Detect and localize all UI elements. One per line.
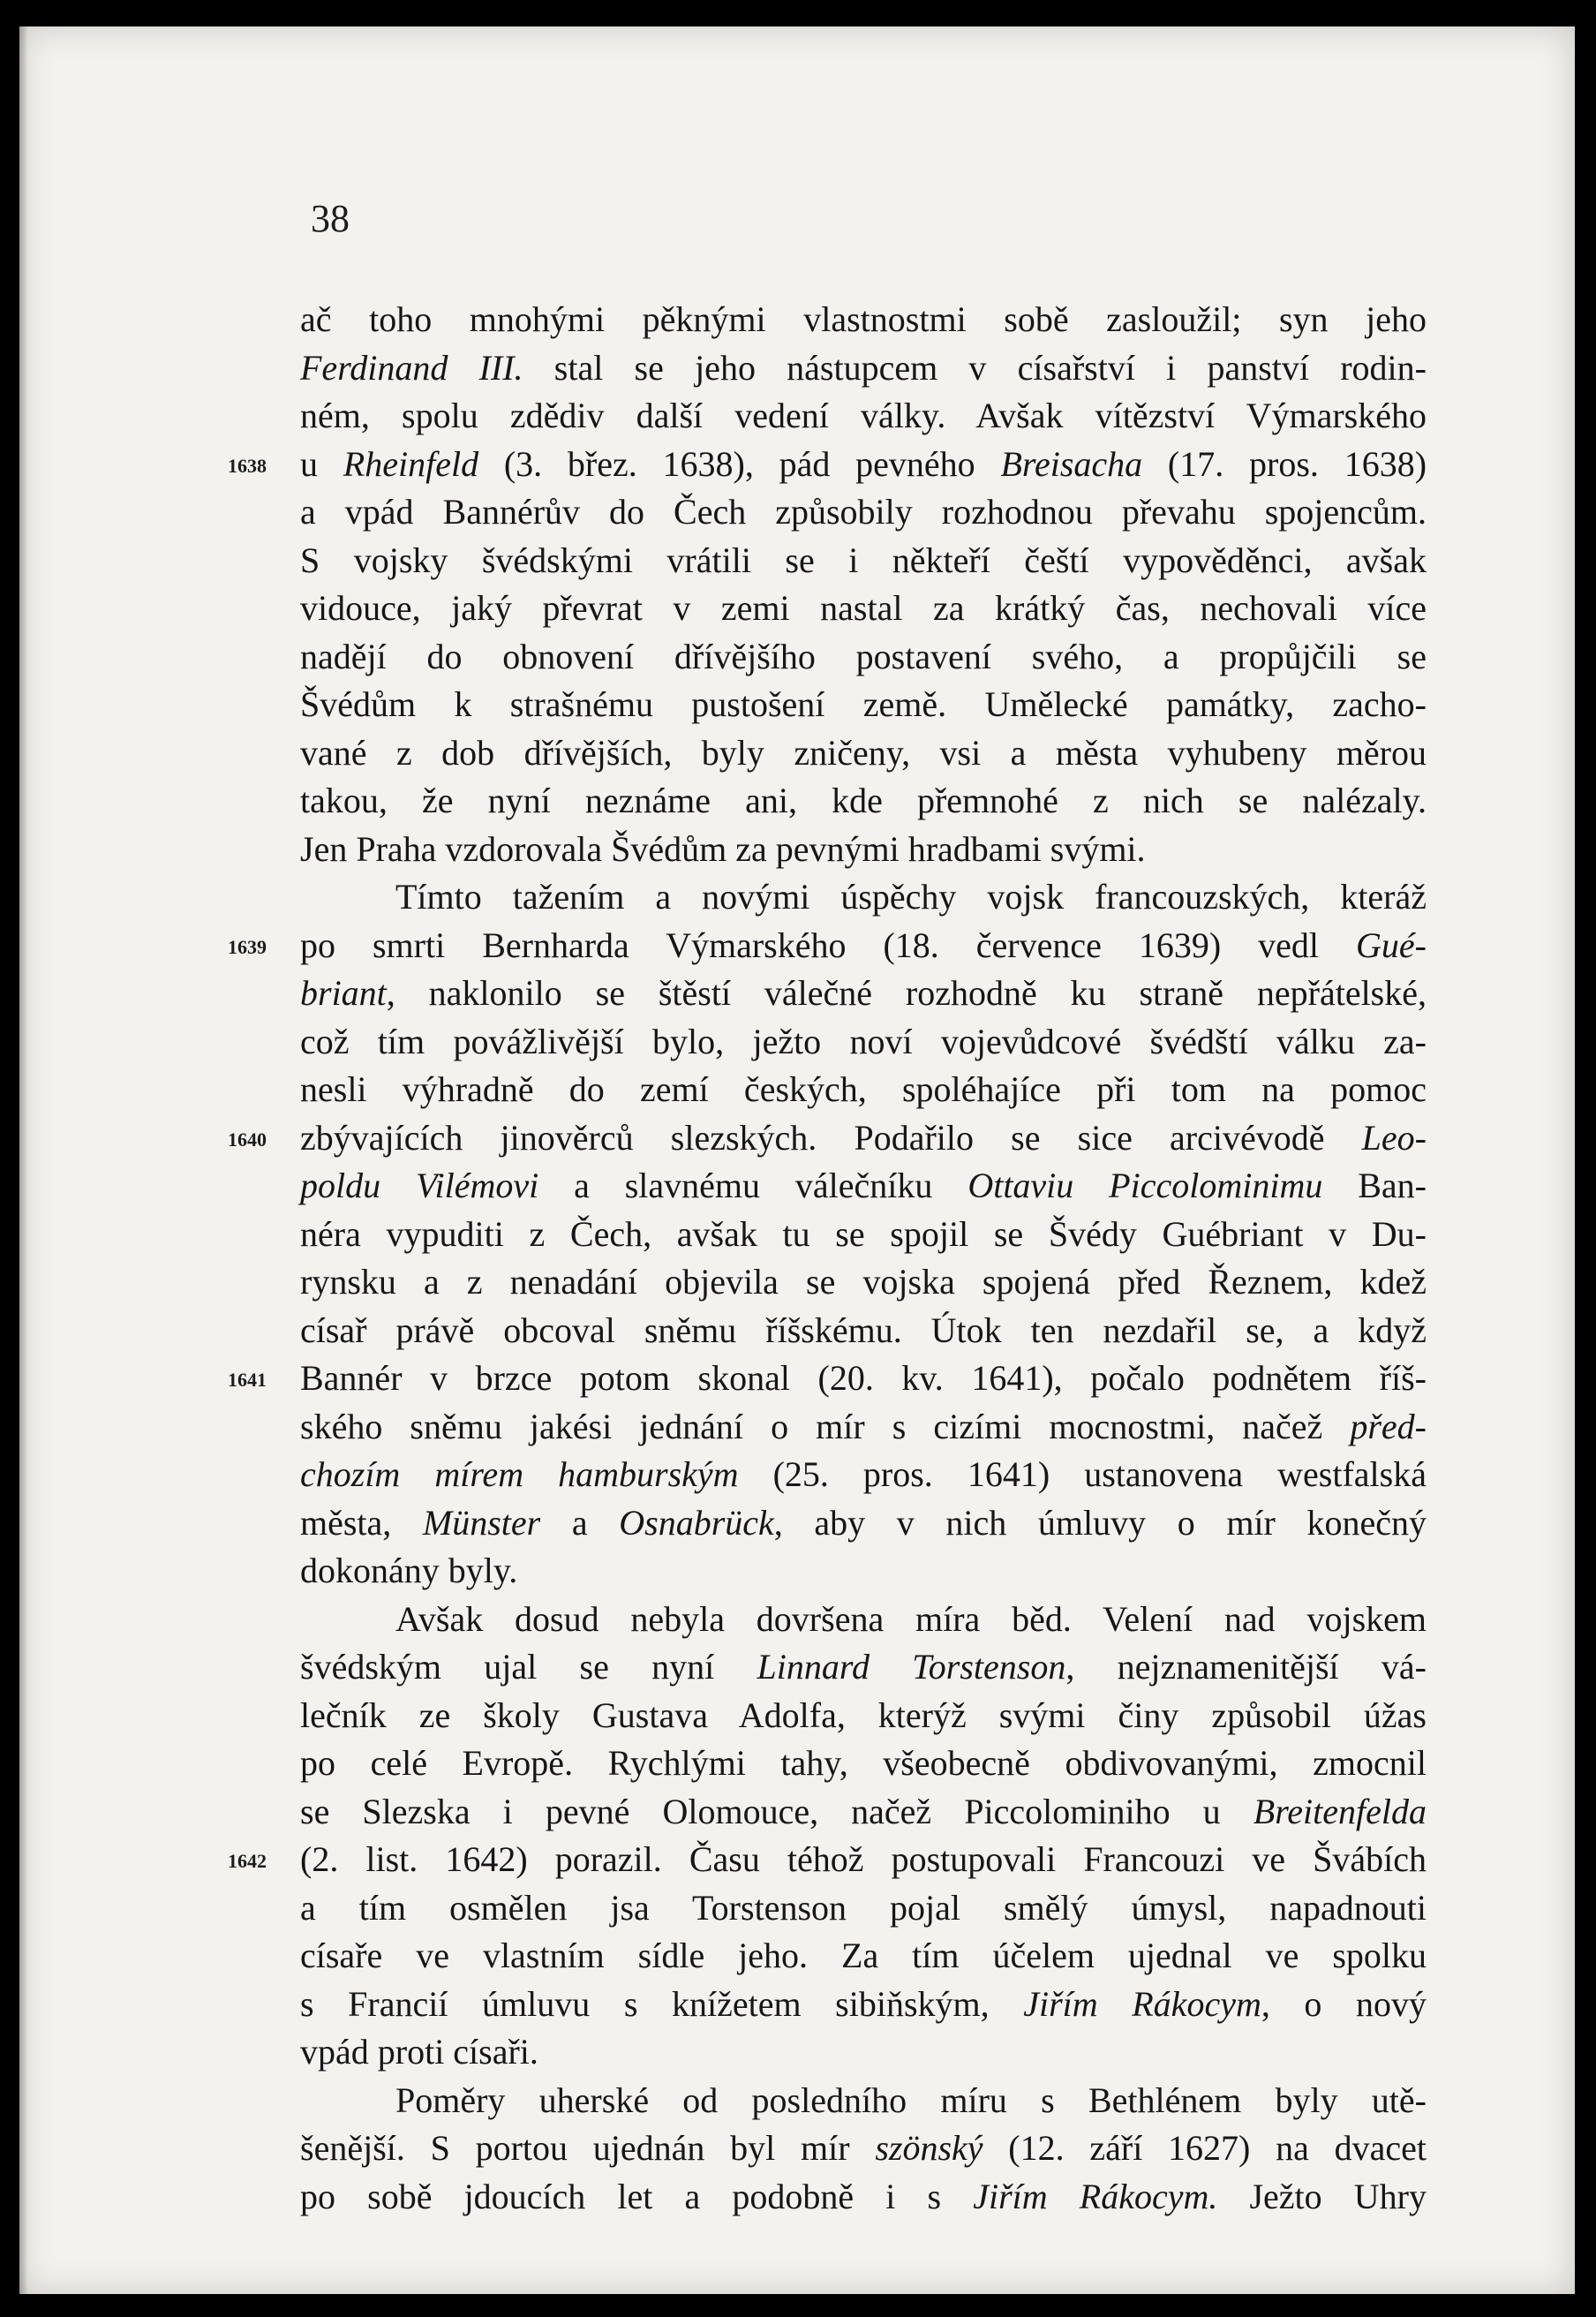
text-segment: Ban-: [1322, 1166, 1427, 1205]
text-line: [300, 2125, 1427, 2173]
text-line: [300, 1596, 1427, 1644]
text-segment: stal se jeho nástupcem v císařství i panství rodin-: [523, 347, 1427, 388]
text-line: [300, 1499, 1427, 1548]
italic-name: Osnabrück: [619, 1502, 774, 1543]
margin-year: 1642: [228, 1850, 267, 1872]
text-line: [300, 1066, 1427, 1114]
text-segment: zbývajících jinověrců slezských. Podařilo se sice arcivévodě: [300, 1117, 1362, 1158]
margin-year: 1638: [228, 454, 267, 477]
text-segment: a slavnému válečníku: [538, 1166, 968, 1205]
text-line: [300, 1692, 1427, 1740]
text-line: [300, 826, 1427, 874]
text-segment: města,: [300, 1502, 423, 1543]
italic-name: Breisacha: [1000, 443, 1143, 484]
text-segment: což tím povážlivější bylo, ježto noví vojevůdcové švédští válku za-: [300, 1021, 1427, 1061]
text-segment: nesli výhradně do zemí českých, spoléhajíce při tom na pomoc: [300, 1069, 1427, 1109]
text-line: [300, 1932, 1427, 1981]
text-line: [300, 1884, 1427, 1933]
text-line: [300, 1211, 1427, 1259]
text-line: [300, 1740, 1427, 1788]
text-segment: se Slezska i pevné Olomouce, načež Piccolominiho u: [300, 1791, 1253, 1831]
page-number: 38: [311, 197, 350, 240]
text-segment: Jen Praha vzdorovala Švédům za pevnými hradbami svými.: [300, 828, 1146, 869]
text-segment: (12. září 1627) na dvacet: [982, 2128, 1427, 2168]
italic-name: Jiřím Rákocym: [1023, 1983, 1261, 2024]
text-line: [300, 1162, 1427, 1211]
text-segment: ského sněmu jakési jednání o mír s cizími mocnostmi, načež: [300, 1406, 1351, 1446]
text-line: [300, 1981, 1427, 2029]
italic-name: Münster: [422, 1502, 541, 1543]
text-line: [228, 1836, 1427, 1884]
text-line: [300, 633, 1427, 682]
italic-name: Gué-: [1356, 925, 1427, 965]
text-segment: císaře ve vlastním sídle jeho. Za tím účelem ujednal ve spolku: [300, 1936, 1427, 1975]
text-line: [300, 1258, 1427, 1307]
margin-year: 1640: [228, 1128, 267, 1151]
text-segment: , aby v nich úmluvy o mír konečný: [773, 1502, 1427, 1543]
text-line: [300, 970, 1427, 1018]
italic-name: Ferdinand III.: [300, 347, 523, 388]
margin-year: 1641: [228, 1369, 267, 1391]
italic-name: Breitenfelda: [1253, 1791, 1427, 1831]
italic-name: chozím mírem hamburským: [300, 1454, 739, 1494]
text-segment: dokonány byly.: [300, 1551, 518, 1590]
text-line: [228, 1355, 1427, 1403]
italic-name: briant: [300, 973, 387, 1013]
text-segment: nadějí do obnovení dřívějšího postavení svého, a propůjčili se: [300, 636, 1427, 676]
text-segment: , naklonilo se štěstí válečné rozhodně ku straně nepřátelské,: [386, 973, 1427, 1013]
text-segment: po smrti Bernharda Výmarského (18. července 1639) vedl: [300, 925, 1357, 965]
text-line: [300, 2028, 1427, 2077]
italic-name: poldu Vilémovi: [300, 1166, 539, 1205]
text-segment: , o nový: [1261, 1983, 1427, 2024]
italic-name: Jiřím Rákocym.: [973, 2176, 1218, 2216]
text-segment: po celé Evropě. Rychlými tahy, všeobecně obdivovanými, zmocnil: [300, 1743, 1427, 1783]
text-segment: u: [300, 443, 343, 484]
text-line: [300, 1788, 1427, 1837]
text-line: [300, 1018, 1427, 1067]
text-segment: takou, že nyní neznáme ani, kde přemnohé z nich se nalézaly.: [300, 781, 1427, 820]
text-segment: , nejznamenitější vá-: [1065, 1647, 1427, 1687]
text-segment: po sobě jdoucích let a podobně i s: [300, 2176, 974, 2216]
book-page: [19, 26, 1575, 2294]
text-segment: S vojsky švédskými vrátili se i někteří čeští vypověděnci, avšak: [300, 540, 1427, 580]
text-segment: švédským ujal se nyní: [300, 1647, 757, 1687]
text-line: [300, 2173, 1427, 2222]
italic-name: Rheinfeld: [343, 443, 479, 484]
text-segment: ač toho mnohými pěknými vlastnostmi sobě zasloužil; syn jeho: [300, 299, 1427, 339]
text-segment: lečník ze školy Gustava Adolfa, kterýž svými činy způsobil úžas: [300, 1694, 1427, 1735]
text-segment: vidouce, jaký převrat v zemi nastal za krátký čas, nechovali více: [300, 588, 1427, 628]
text-segment: (25. pros. 1641) ustanovena westfalská: [738, 1454, 1427, 1494]
text-line: [300, 873, 1427, 922]
text-segment: a tím osmělen jsa Torstenson pojal smělý úmysl, napadnouti: [300, 1887, 1427, 1928]
text-segment: a vpád Bannérův do Čech způsobily rozhodnou převahu spojencům.: [300, 492, 1427, 532]
text-line: [300, 537, 1427, 585]
text-segment: Švédům k strašnému pustošení země. Umělecké památky, zacho-: [300, 684, 1427, 724]
text-segment: Poměry uherské od posledního míru s Bethlénem byly utě-: [395, 2079, 1427, 2120]
text-segment: císař právě obcoval sněmu říšskému. Útok ten nezdařil se, a když: [300, 1309, 1427, 1350]
text-segment: rynsku a z nenadání objevila se vojska spojená před Řeznem, kdež: [300, 1262, 1427, 1302]
text-segment: Avšak dosud nebyla dovršena míra běd. Velení nad vojskem: [395, 1598, 1427, 1639]
italic-name: Linnard Torstenson: [757, 1647, 1066, 1687]
text-line: [300, 488, 1427, 537]
text-line: [300, 392, 1427, 441]
text-segment: a: [540, 1502, 620, 1543]
italic-name: Ottaviu Piccolominimu: [967, 1166, 1323, 1205]
text-line: [300, 1451, 1427, 1499]
text-line: [300, 1643, 1427, 1692]
text-segment: (17. pros. 1638): [1142, 443, 1427, 484]
text-segment: (2. list. 1642) porazil. Času téhož postupovali Francouzi ve Švábích: [300, 1839, 1427, 1879]
text-line: [228, 1114, 1427, 1163]
text-line: [300, 681, 1427, 729]
text-segment: vané z dob dřívějších, byly zničeny, vsi a města vyhubeny měrou: [300, 732, 1427, 773]
text-line: [300, 344, 1427, 393]
text-line: [300, 2077, 1427, 2125]
text-line: [300, 1307, 1427, 1355]
body-text: [228, 296, 1427, 2221]
italic-name: szönský: [875, 2128, 983, 2168]
text-line: [300, 296, 1427, 344]
text-line: [300, 1547, 1427, 1596]
text-segment: ném, spolu zdědiv další vedení války. Avšak vítězství Výmarského: [300, 396, 1427, 435]
text-segment: vpád proti císaři.: [300, 2032, 538, 2072]
text-line: [300, 1403, 1427, 1452]
text-segment: Tímto tažením a novými úspěchy vojsk francouzských, kteráž: [395, 877, 1427, 917]
text-line: [300, 777, 1427, 826]
text-segment: Bannér v brzce potom skonal (20. kv. 1641), počalo podnětem říš-: [300, 1358, 1427, 1398]
italic-name: před-: [1350, 1406, 1427, 1446]
text-segment: šenější. S portou ujednán byl mír: [300, 2128, 876, 2168]
text-segment: s Francií úmluvu s knížetem sibiňským,: [300, 1983, 1024, 2024]
italic-name: Leo-: [1361, 1117, 1427, 1158]
text-line: [300, 729, 1427, 778]
text-line: [228, 441, 1427, 489]
text-line: [228, 922, 1427, 970]
text-segment: Ježto Uhry: [1217, 2176, 1427, 2216]
text-segment: néra vypuditi z Čech, avšak tu se spojil se Švédy Guébriant v Du-: [300, 1213, 1427, 1254]
page-edge-shadow: [19, 26, 28, 2294]
text-segment: (3. břez. 1638), pád pevného: [478, 443, 1001, 484]
text-line: [300, 585, 1427, 633]
margin-year: 1639: [228, 935, 267, 958]
